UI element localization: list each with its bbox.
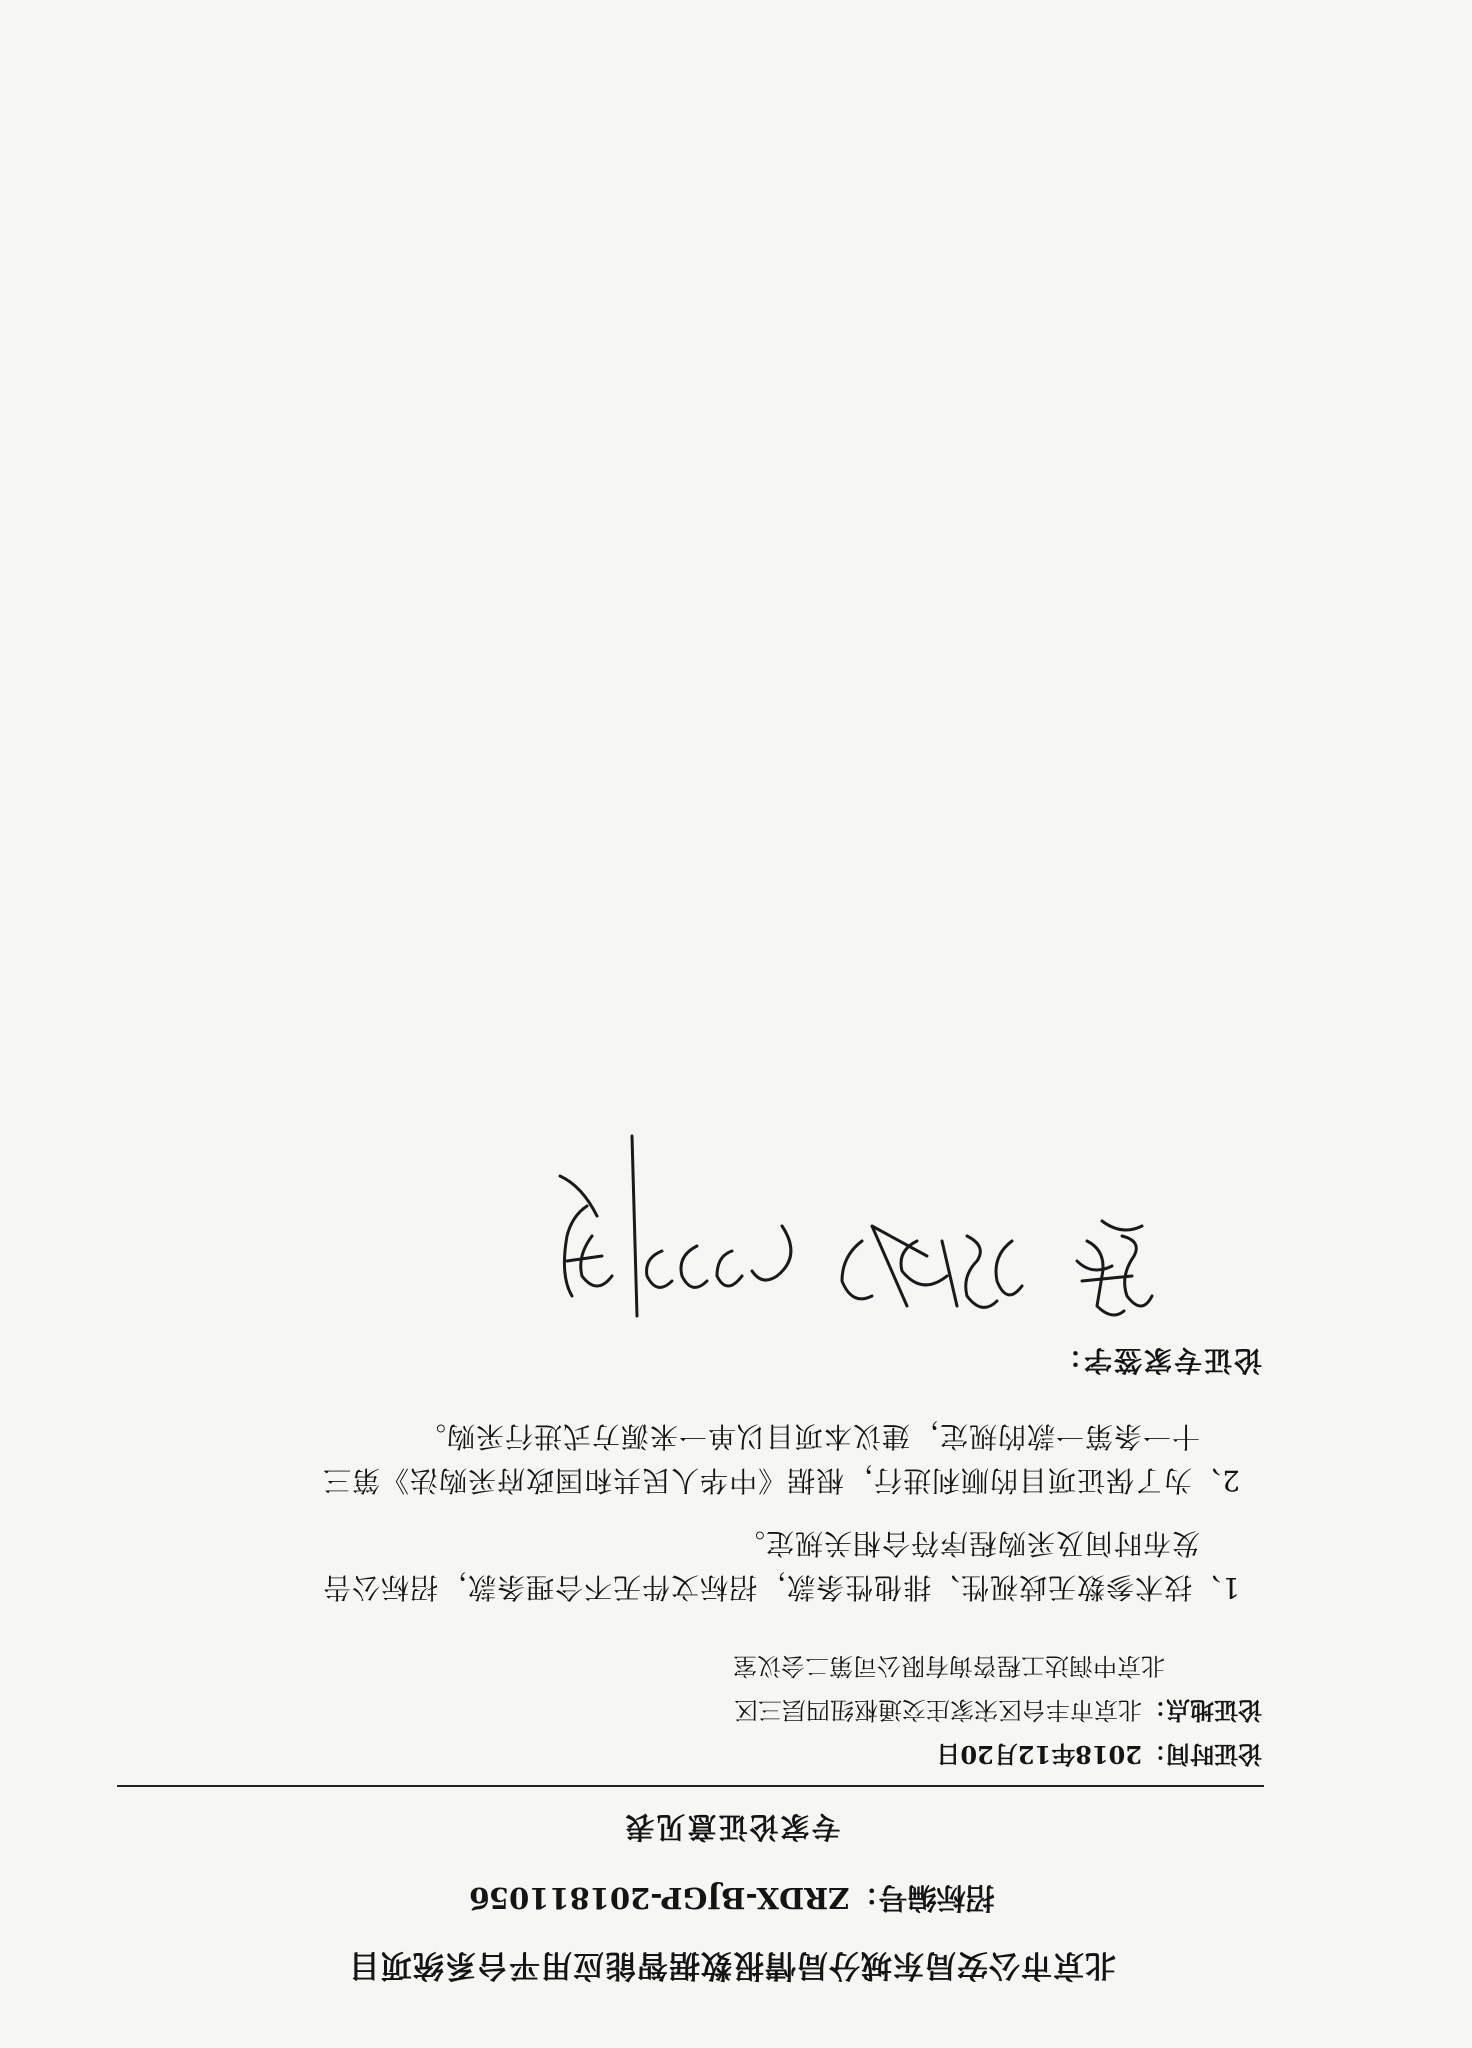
signature-2-drawing [842, 1226, 1022, 1307]
signature-1-drawing [1077, 1221, 1152, 1315]
signature-label: 论证专家签字： [1051, 1344, 1262, 1377]
review-place-line1: 北京市丰台区宋家庄交通枢纽四层三区 [734, 1696, 1142, 1724]
opinion-2-line1: 2、为了保证项目的顺利进行，根据《中华人民共和国政府采购法》第三 [322, 1464, 1240, 1497]
tender-number [282, 1879, 1182, 1920]
project-title: 北京市公安局东城分局情报数据智能应用平台系统项目 [348, 1947, 1116, 1983]
tender-number-value: ZRDX-BJGP-20181105б [469, 1881, 850, 1915]
opinion-2-line2: 十一条第一款的规定，建议本项目以单一来源方式进行采购。 [416, 1420, 1200, 1453]
tender-number-label: 招标编号： [849, 1881, 995, 1915]
review-time-label: 论证时间： [1142, 1740, 1262, 1769]
header-rule [117, 1785, 1264, 1787]
review-time [936, 1739, 1262, 1774]
review-time-value: 2018年12月20日 [936, 1740, 1142, 1769]
review-place-line2: 北京中润达工程咨询有限公司第二会议室 [733, 1652, 1165, 1680]
opinion-1-line1: 1、技术参数无歧视性、排他性条款，招标文件无不合理条款，招标公告 [322, 1571, 1240, 1604]
review-place [734, 1695, 1262, 1730]
signature-3-drawing [632, 1136, 791, 1316]
review-place-label: 论证地点： [1142, 1696, 1262, 1725]
opinion-1-line2: 发布时间及采购程序符合相关规定。 [735, 1527, 1200, 1560]
expert-signatures [552, 1106, 1172, 1336]
form-title: 专家论证意见表 [623, 1810, 841, 1844]
signature-4-drawing [560, 1176, 612, 1296]
